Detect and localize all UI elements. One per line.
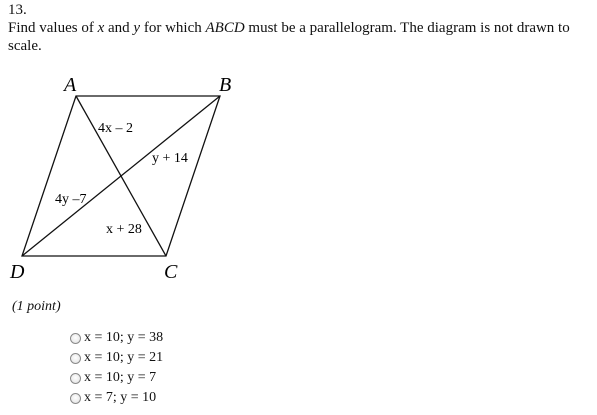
vertex-label-c: C (164, 261, 178, 283)
question-text-part: for which (140, 20, 206, 36)
answer-choice[interactable] (70, 368, 163, 388)
variable-x: x (97, 20, 105, 36)
segment-label-co: x + 28 (106, 222, 142, 237)
segment-label-do: 4y –7 (55, 192, 87, 207)
segment-label-ao: 4x – 2 (98, 121, 133, 136)
answer-choice[interactable] (70, 328, 163, 348)
question-text-part: and (104, 20, 134, 36)
vertex-label-a: A (64, 74, 77, 96)
question-number: 13. (8, 2, 27, 18)
answer-choice-label[interactable]: x = 10; y = 21 (84, 350, 164, 365)
answer-choices (70, 328, 163, 408)
radio-button[interactable] (70, 333, 81, 344)
answer-choice-label[interactable]: x = 7; y = 10 (84, 390, 157, 405)
variable-y: y (133, 20, 141, 36)
vertex-label-d: D (10, 261, 25, 283)
shape-name: ABCD (205, 20, 245, 36)
answer-choice[interactable] (70, 388, 163, 408)
radio-button[interactable] (70, 353, 81, 364)
points-label: (1 point) (12, 299, 61, 314)
question-text-part: Find values of (8, 20, 98, 36)
answer-choice-label[interactable]: x = 10; y = 38 (84, 330, 164, 345)
vertex-label-b: B (219, 74, 232, 96)
radio-button[interactable] (70, 373, 81, 384)
radio-button[interactable] (70, 393, 81, 404)
answer-choice-label[interactable]: x = 10; y = 7 (84, 370, 157, 385)
segment-label-bo: y + 14 (152, 151, 188, 166)
answer-choice[interactable] (70, 348, 163, 368)
question-text-part: must be a parallelogram. The diagram is not drawn to scale. (8, 20, 570, 54)
